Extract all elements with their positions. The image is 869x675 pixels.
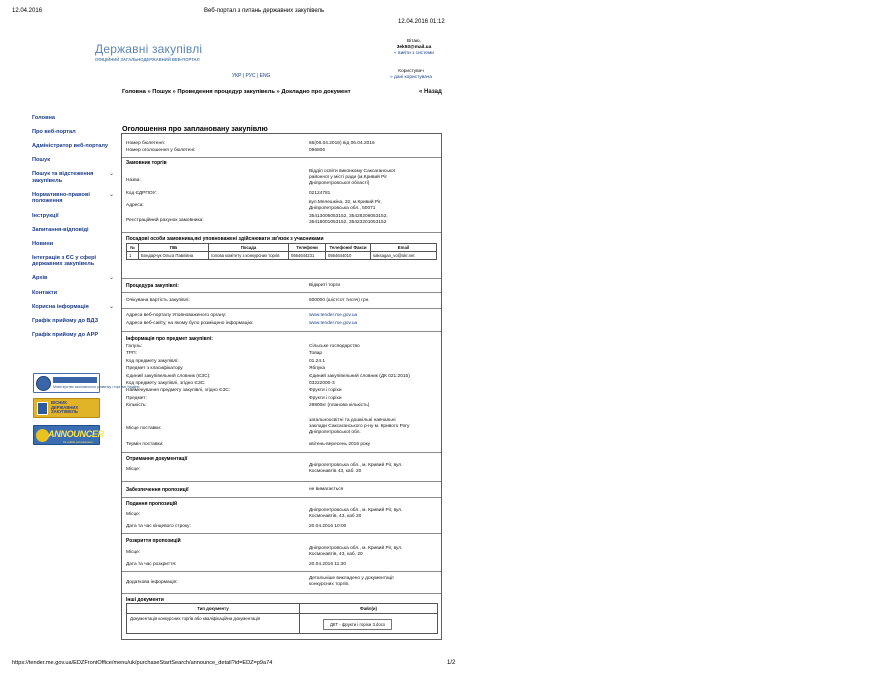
role-label: Користувач bbox=[398, 69, 424, 74]
deadline-label: Дата та час кінцевого строку: bbox=[126, 524, 191, 529]
obtain-heading: Отримання документації bbox=[126, 456, 188, 462]
deadline-value: 20.04.2016 10:00 bbox=[309, 524, 347, 529]
submit-heading: Подання пропозицій bbox=[126, 501, 178, 507]
portal-link[interactable]: www.tender.me.gov.ua bbox=[309, 313, 358, 318]
nav-item-tracking[interactable]: Пошук та відстеження закупівель ⌄ bbox=[32, 171, 114, 184]
divider bbox=[122, 232, 441, 233]
cell-pib: Бондарчук Ольга Павлівна bbox=[139, 252, 209, 260]
subject-values: Сільське господарство Товар 01.24.1 Яблука Єдиний закупівельний словник (ДК 021:2015) 03222000-3 Фрукти і горіхи Фрукти і горіхи 28800кг (планова кількість) bbox=[309, 344, 410, 409]
back-link[interactable]: « Назад bbox=[419, 89, 442, 95]
customer-name-value: Відділ освіти виконкому Саксаганської районної у місті ради (м.Кривий Ріг Дніпропетровської області) bbox=[309, 169, 395, 186]
print-title: Веб-портал з питань державних закупівель bbox=[204, 8, 325, 14]
cell-doc-files bbox=[300, 614, 438, 634]
divider bbox=[122, 452, 441, 453]
language-switcher: УКР | РУС | ENG bbox=[232, 73, 271, 79]
opening-date-label: Дата та час розкриття: bbox=[126, 562, 177, 567]
documents-table bbox=[126, 603, 438, 634]
breadcrumb[interactable]: Головна » Пошук » Проведення процедур закупівель » Докладно про документ bbox=[122, 89, 351, 95]
print-page-number: 1/2 bbox=[447, 660, 456, 666]
page-title: Оголошення про заплановану закупівлю bbox=[122, 124, 268, 133]
lang-rus[interactable]: РУС bbox=[245, 73, 256, 79]
banner-stripe bbox=[53, 377, 97, 383]
col-pib: ПІБ bbox=[139, 244, 209, 252]
opening-date-value: 20.04.2016 11:30 bbox=[309, 562, 346, 567]
col-phones: Телефони bbox=[289, 244, 326, 252]
nav-item-useful-info[interactable]: Корисна інформація ⌄ bbox=[32, 303, 114, 310]
opening-heading: Розкриття пропозицій bbox=[126, 538, 181, 544]
divider bbox=[122, 157, 441, 158]
notice-value: 096806 bbox=[309, 148, 326, 153]
bulletin-logo-icon bbox=[37, 402, 48, 415]
col-fax: Телефони/ Факси bbox=[326, 244, 371, 252]
cell-doc-type: Документація конкурсних торгів або кваліфікаційна документація bbox=[127, 614, 300, 634]
table-header-row bbox=[127, 604, 438, 614]
site-link[interactable]: www.tender.me.gov.ua bbox=[309, 321, 358, 326]
divider bbox=[122, 331, 441, 332]
site-logo-title[interactable]: Державні закупівлі bbox=[95, 42, 203, 56]
nav-item-about[interactable]: Про веб-портал bbox=[32, 129, 76, 136]
logout-link[interactable]: « вийти з системи bbox=[394, 51, 434, 56]
announcer-banner[interactable] bbox=[33, 425, 104, 445]
table-row bbox=[127, 614, 438, 634]
col-doc-files: Файл(и) bbox=[300, 604, 438, 614]
print-url: https://tender.me.gov.ua/EDZFrontOffice/menu/uk/purchaseStartSearch/announce_detail?id=EDZ=p9a74 bbox=[12, 660, 273, 666]
nav-item-admin[interactable]: Адміністратор веб-порталу bbox=[32, 143, 108, 150]
divider bbox=[122, 571, 441, 572]
cell-fax: 0564644010 bbox=[326, 252, 371, 260]
role-box bbox=[378, 69, 444, 81]
table-header-row bbox=[127, 244, 437, 252]
chevron-down-icon: ⌄ bbox=[108, 303, 114, 310]
obtain-place-value: Дніпропетровська обл., м. Кривий Ріг, вул. Космонавтів 43, каб. 20 bbox=[309, 463, 403, 474]
col-number: № bbox=[127, 244, 139, 252]
user-box bbox=[374, 39, 454, 57]
lang-ukr[interactable]: УКР bbox=[232, 73, 242, 79]
obtain-place-label: Місце: bbox=[126, 467, 141, 472]
announcer-banner-text: ANNOUNCER bbox=[48, 429, 104, 439]
cell-number: 1 bbox=[127, 252, 139, 260]
cost-label: Очікувана вартість закупівлі: bbox=[126, 298, 190, 303]
security-value: не вимагається bbox=[309, 487, 344, 492]
col-doc-type: Тип документу bbox=[127, 604, 300, 614]
divider bbox=[122, 533, 441, 534]
delivery-term-label: Термін поставки: bbox=[126, 442, 164, 447]
bulletin-value: 66(06.04.2016) від 06.04.2016 bbox=[309, 141, 375, 146]
account-value: 35413006053152, 35428206053152, 35418001053152, 35423201053152 bbox=[309, 214, 388, 225]
nav-item-eu-integration[interactable]: Інтеграція з ЄС у сфері державних закупівель bbox=[32, 254, 97, 268]
extra-info-value: Детальніше викладено у документації конкурсних торгів. bbox=[309, 576, 394, 587]
file-link[interactable]: ДКТ - фрукти і горіхи 3.docx bbox=[323, 619, 392, 630]
print-date: 12.04.2016 bbox=[12, 8, 43, 14]
edrpou-label: Код ЄДРПОУ: bbox=[126, 191, 157, 196]
ministry-banner-text: Міністерство економічного розвитку і торгівлі України bbox=[53, 385, 140, 389]
account-label: Реєстраційний рахунок замовника: bbox=[126, 218, 204, 223]
chevron-down-icon: ⌄ bbox=[108, 191, 114, 198]
cost-value: 600000 (шістсот тисяч) грн. bbox=[309, 298, 370, 303]
bulletin-banner[interactable] bbox=[33, 398, 100, 418]
nav-item-contacts[interactable]: Контакти bbox=[32, 289, 58, 296]
divider bbox=[122, 481, 441, 482]
nav-item-regulations[interactable]: Нормативно-правові положення ⌄ bbox=[32, 191, 114, 205]
nav-item-search[interactable]: Пошук bbox=[32, 157, 51, 164]
table-row bbox=[127, 252, 437, 260]
contacts-heading: Посадові особи замовника,які уповноважені здійснювати зв'язок з учасниками bbox=[126, 236, 324, 242]
subject-labels: Галузь: ТРП: Код предмету закупівлі: Предмет з класифікатору Єдиний закупівельний словник (ЄЗС): Код предмету закупівлі, згідно ЄЗС: Найменування предмету закупівлі, згідно ЄЗС: Предмет: Кількість: bbox=[126, 344, 231, 409]
divider bbox=[122, 308, 441, 309]
address-label: Адреса: bbox=[126, 203, 144, 208]
divider bbox=[122, 278, 441, 279]
procedure-label: Процедура закупівлі: bbox=[126, 283, 179, 289]
nav-item-faq[interactable]: Запитання-відповіді bbox=[32, 226, 89, 233]
edrpou-value: 02124781 bbox=[309, 191, 331, 196]
divider bbox=[122, 292, 441, 293]
site-label: Адреса веб-сайту, на якому було розміщено інформацію: bbox=[126, 321, 254, 326]
cell-email: saksagan_vo@ukr.net bbox=[371, 252, 437, 260]
divider bbox=[122, 593, 441, 594]
nav-item-home[interactable]: Головна bbox=[32, 115, 55, 121]
print-datetime: 12.04.2016 01:12 bbox=[398, 19, 445, 25]
opening-place-value: Дніпропетровська обл., м. Кривий Ріг, вул. Космонавтів, 43, каб. 20 bbox=[309, 546, 403, 557]
user-data-link[interactable]: » дані користувача bbox=[390, 75, 432, 80]
cell-phone: 0564644231 bbox=[289, 252, 326, 260]
nav-item-instructions[interactable]: Інструкції bbox=[32, 212, 59, 219]
col-email: Email bbox=[371, 244, 437, 252]
security-label: Забезпечення пропозиції bbox=[126, 487, 189, 493]
announcer-banner-subtext: for public procurement bbox=[63, 440, 93, 444]
user-email: 3ek93@mail.ua bbox=[396, 45, 432, 50]
customer-heading: Замовник торгів bbox=[126, 160, 167, 166]
submit-place-label: Місце: bbox=[126, 512, 141, 517]
nav-item-news[interactable]: Новини bbox=[32, 240, 54, 247]
delivery-place-value: загальноосвітні та дошкільні навчальні заклади Саксаганського р-ну м. Кривого Рогу Дніпропетровської обл. bbox=[309, 418, 410, 435]
docs-heading: Інші документи bbox=[126, 597, 164, 603]
col-position: Посада bbox=[209, 244, 289, 252]
delivery-term-value: квітень-вересень 2016 року bbox=[309, 442, 371, 447]
opening-place-label: Місце: bbox=[126, 550, 141, 555]
site-logo-subtitle: ОФІЦІЙНИЙ ЗАГАЛЬНОДЕРЖАВНИЙ ВЕБ-ПОРТАЛ bbox=[95, 57, 200, 62]
delivery-place-label: Місце поставки: bbox=[126, 426, 162, 431]
divider bbox=[122, 497, 441, 498]
chevron-down-icon: ⌄ bbox=[108, 171, 114, 178]
user-greeting: Вітаю, bbox=[406, 39, 421, 44]
notice-label: Номер оголошення у бюлетені: bbox=[126, 148, 196, 153]
sidebar-nav bbox=[32, 115, 114, 346]
ministry-banner[interactable] bbox=[33, 373, 140, 393]
contacts-table bbox=[126, 243, 437, 260]
cell-position: голова комітету з конкурсних торгів bbox=[209, 252, 289, 260]
lang-eng[interactable]: ENG bbox=[259, 73, 271, 79]
portal-label: Адреса веб-порталу Уповноваженого органу: bbox=[126, 313, 227, 318]
submit-place-value: Дніпропетровська обл., м. Кривий Ріг, вул. Космонавтів, 43, каб 20 bbox=[309, 508, 403, 519]
chevron-down-icon: ⌄ bbox=[108, 275, 114, 282]
nav-item-schedule-arr[interactable]: Графік прийому до АРР bbox=[32, 331, 99, 338]
subject-heading: Інформація про предмет закупівлі: bbox=[126, 336, 213, 342]
bulletin-label: Номер бюлетеня: bbox=[126, 141, 166, 146]
extra-info-label: Додаткова інформація: bbox=[126, 580, 178, 585]
nav-item-archive[interactable]: Архів ⌄ bbox=[32, 275, 114, 282]
customer-name-label: Назва: bbox=[126, 178, 141, 183]
address-value: вул.Мелешкіна, 32, м.Кривий Ріг, Дніпропетровська обл., 50071 bbox=[309, 200, 382, 211]
nav-item-schedule-vdz[interactable]: Графік прийому до ВДЗ bbox=[32, 317, 99, 324]
bulletin-banner-text: ВІСНИК ДЕРЖАВНИХ ЗАКУПІВЕЛЬ bbox=[51, 400, 79, 415]
emblem-icon bbox=[36, 376, 51, 391]
procedure-value: Відкриті торги bbox=[309, 283, 341, 288]
